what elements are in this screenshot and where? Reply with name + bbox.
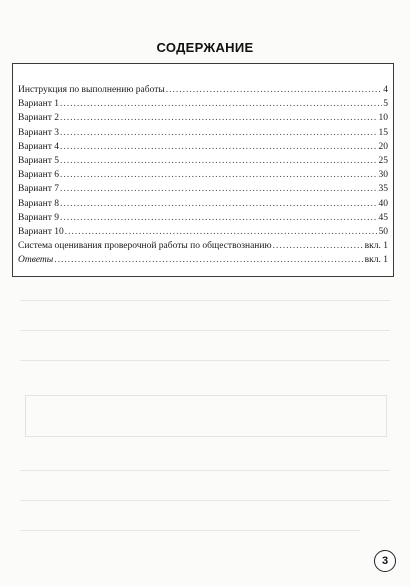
toc-entry — [18, 128, 388, 142]
toc-leader-dots — [60, 170, 378, 180]
toc-leader-dots — [65, 227, 378, 237]
toc-leader-dots — [60, 199, 378, 209]
toc-entry-page: 25 — [378, 155, 388, 166]
toc-leader-dots — [60, 113, 378, 123]
toc-leader-dots — [60, 128, 378, 138]
toc-leader-dots — [54, 255, 363, 265]
toc-entry — [18, 113, 388, 127]
toc-entry-label: Вариант 3 — [18, 127, 59, 138]
toc-entry-label: Вариант 7 — [18, 184, 59, 195]
toc-entry — [18, 213, 388, 227]
toc-entry-page: вкл. 1 — [364, 255, 388, 266]
show-through-line — [20, 300, 390, 301]
page-number: 3 — [374, 550, 396, 572]
toc-entry-label: Вариант 8 — [18, 198, 59, 209]
toc-entry — [18, 199, 388, 213]
toc-entry-page: 15 — [378, 127, 388, 138]
toc-leader-dots — [166, 85, 382, 95]
toc-entry-page: 10 — [378, 113, 388, 124]
toc-entry-page: 20 — [378, 141, 388, 152]
toc-entry-label: Вариант 6 — [18, 170, 59, 181]
toc-entry — [18, 227, 388, 241]
toc-leader-dots — [60, 99, 382, 109]
toc-entry — [18, 156, 388, 170]
toc-leader-dots — [60, 142, 378, 152]
toc-entry-label: Вариант 5 — [18, 155, 59, 166]
toc-entry-page: 50 — [378, 226, 388, 237]
show-through-table — [25, 395, 387, 437]
toc-entry-page: 45 — [378, 212, 388, 223]
show-through-line — [20, 530, 360, 531]
show-through-line — [20, 500, 390, 501]
toc-entry-label: Система оценивания проверочной работы по обществознанию — [18, 241, 272, 252]
toc-leader-dots — [273, 241, 364, 251]
toc-entry-label: Вариант 2 — [18, 113, 59, 124]
toc-entry-label: Вариант 1 — [18, 99, 59, 110]
show-through-line — [20, 330, 390, 331]
show-through-line — [20, 360, 390, 361]
toc-entry — [18, 241, 388, 255]
toc-entry-page: 5 — [383, 99, 388, 110]
toc-entry-page: 35 — [378, 184, 388, 195]
show-through-line — [20, 470, 390, 471]
toc-entry — [18, 170, 388, 184]
toc-entry-label: Вариант 4 — [18, 141, 59, 152]
toc-entry-label: Инструкция по выполнению работы — [18, 85, 165, 95]
toc-entry-page: 40 — [378, 198, 388, 209]
toc-leader-dots — [60, 156, 378, 166]
toc-entry — [18, 255, 388, 269]
toc-entry — [18, 142, 388, 156]
toc-entry — [18, 85, 388, 99]
toc-entry — [18, 99, 388, 113]
toc-title: СОДЕРЖАНИЕ — [156, 40, 254, 55]
toc-entry-page: 30 — [378, 170, 388, 181]
toc-entry-page: 4 — [383, 85, 388, 95]
toc-leader-dots — [60, 184, 378, 194]
toc-entry — [18, 184, 388, 198]
toc-leader-dots — [60, 213, 378, 223]
toc-entry-label: Ответы — [18, 255, 54, 266]
toc-entry-label: Вариант 10 — [18, 226, 64, 237]
toc-list — [18, 85, 388, 269]
toc-entry-label: Вариант 9 — [18, 212, 59, 223]
toc-entry-page: вкл. 1 — [364, 241, 388, 252]
